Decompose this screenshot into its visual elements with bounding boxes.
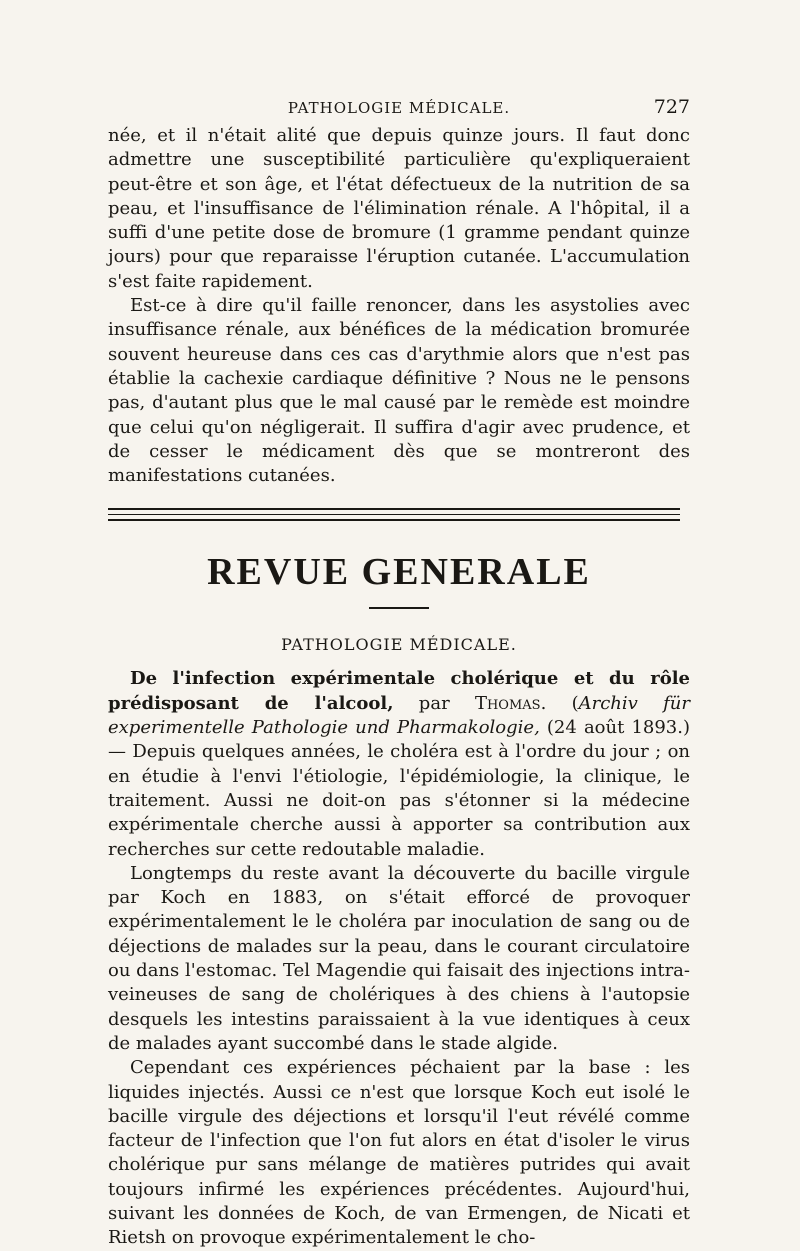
article bbox=[108, 667, 690, 1250]
article-journal: Archiv für experimentelle Pathologie und Pharmakologie, bbox=[108, 692, 690, 739]
article-author: Thomas bbox=[474, 692, 541, 714]
body-paragraph: Cependant ces expériences péchaient par la base : les liquides injectés. Aussi ce n'est que lorsque Koch eut isolé le bacille virgule des déjections et lorsqu'il l'eut révélé comme facteur de l'infection que l'on fut alors en état d'isoler le virus cholérique pur sans mélange de matières putrides qui avait toujours infirmé les expériences précédentes. Aujourd'hui, suivant les données de Koch, de van Ermengen, de Nicati et Rietsh on provoque expérimentalement le cho- bbox=[108, 1057, 690, 1249]
heading-rule bbox=[369, 607, 429, 609]
book-page bbox=[108, 96, 690, 1251]
section-subheading: PATHOLOGIE MÉDICALE. bbox=[281, 635, 517, 655]
article-punct: . ( bbox=[540, 692, 579, 714]
page-number: 727 bbox=[653, 96, 690, 118]
article-title: De l'infection expérimentale cholérique et du rôle prédisposant de l'alcool, bbox=[108, 668, 690, 714]
article-by: par bbox=[393, 692, 475, 714]
body-paragraph: Longtemps du reste avant la découverte du bacille virgule par Koch en 1883, on s'était efforcé de provoquer expérimentalement le le choléra par inoculation de sang ou de déjections de malades sur la peau, dans le courant circulatoire ou dans l'estomac. Tel Magendie qui faisait des injections intra-veineuses de sang de cholériques à des chiens à l'autopsie desquels les intestins paraissaient à la vue identiques à ceux de malades ayant succombé dans le stade algide. bbox=[108, 862, 690, 1054]
divider-line bbox=[108, 519, 680, 521]
running-title: PATHOLOGIE MÉDICALE. bbox=[287, 99, 511, 117]
article-text: — Depuis quelques années, le choléra est à l'ordre du jour ; on en étudie à l'envi l'étiologie, l'épidémiologie, la clinique, le traitement. Aussi ne doit-on pas s'étonner si la médecine expérimentale cherche aussi à apporter sa contribution aux recherches sur cette redoutable maladie. bbox=[108, 741, 690, 860]
body-paragraph: Est-ce à dire qu'il faille renoncer, dans les asystolies avec insuffisance rénale, aux bénéfices de la médication bromurée souvent heureuse dans ces cas d'arythmie alors que n'est pas établie la cachexie cardiaque définitive ? Nous ne le pensons pas, d'autant plus que le mal causé par le remède est moindre que celui qu'on négligerait. Il suffira d'agir avec prudence, et de cesser le médicament dès que se montreront des manifestations cutanées. bbox=[108, 295, 690, 487]
section-heading: REVUE GENERALE bbox=[207, 551, 591, 594]
body-paragraph: née, et il n'était alité que depuis quinze jours. Il faut donc admettre une susceptibilité particulière qu'expliqueraient peut-être et son âge, et l'état défectueux de la nutrition de sa peau, et l'insuffisance de l'élimination rénale. A l'hôpital, il a suffi d'une petite dose de bromure (1 gramme pendant quinze jours) pour que reparaisse l'éruption cutanée. L'accumulation s'est faite rapidement. bbox=[108, 125, 690, 292]
article-first-paragraph bbox=[108, 667, 690, 861]
section-divider bbox=[108, 508, 680, 521]
running-head bbox=[108, 96, 690, 124]
divider-line bbox=[108, 508, 680, 510]
divider-line bbox=[108, 514, 680, 515]
article-date: (24 août 1893.) bbox=[539, 717, 690, 739]
